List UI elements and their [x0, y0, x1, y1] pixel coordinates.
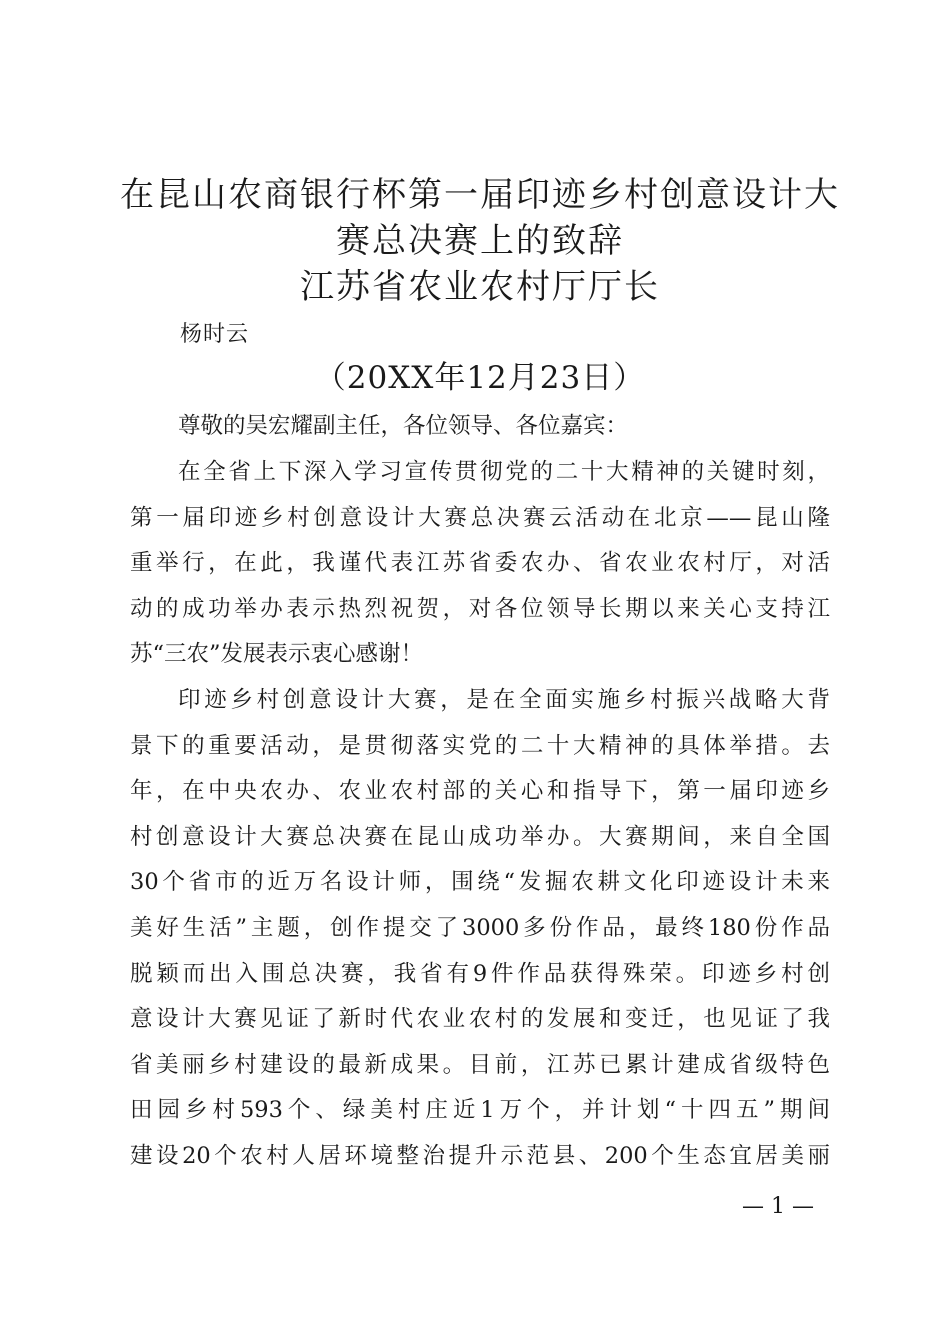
title-line-1: 在昆山农商银行杯第一届印迹乡村创意设计大	[120, 175, 840, 215]
paragraph-1-line: 第一届印迹乡村创意设计大赛总决赛云活动在北京——昆山隆	[130, 504, 830, 531]
page-number: — 1 —	[742, 1194, 814, 1219]
paragraph-1-line: 重举行，在此，我谨代表江苏省委农办、省农业农村厅，对活	[130, 550, 830, 577]
paragraph-2	[130, 678, 830, 1180]
salutation: 尊敬的吴宏耀副主任，各位领导、各位嘉宾：	[178, 413, 629, 439]
paragraph-2-line: 年，在中央农办、农业农村部的关心和指导下，第一届印迹乡	[130, 778, 830, 805]
paragraph-2-line: 印迹乡村创意设计大赛，是在全面实施乡村振兴战略大背	[178, 687, 830, 713]
paragraph-2-line: 景下的重要活动，是贯彻落实党的二十大精神的具体举措。去	[130, 732, 830, 759]
paragraph-2-line: 意设计大赛见证了新时代农业农村的发展和变迁，也见证了我	[130, 1006, 830, 1033]
paragraph-2-line: 美好生活”主题，创作提交了3000多份作品，最终180份作品	[130, 914, 830, 941]
paragraph-2-line: 省美丽乡村建设的最新成果。目前，江苏已累计建成省级特色	[130, 1051, 830, 1078]
title-line-3: 江苏省农业农村厅厅长	[300, 267, 660, 307]
author-name: 杨时云	[180, 322, 250, 347]
title-line-2: 赛总决赛上的致辞	[336, 221, 624, 261]
paragraph-1-line: 苏“三农”发展表示衷心感谢！	[130, 641, 424, 668]
paragraph-1-line: 在全省上下深入学习宣传贯彻党的二十大精神的关键时刻，	[178, 459, 830, 485]
paragraph-1-line: 动的成功举办表示热烈祝贺，对各位领导长期以来关心支持江	[130, 595, 830, 622]
paragraph-1	[130, 450, 830, 678]
paragraph-2-line: 30个省市的近万名设计师，围绕“发掘农耕文化印迹设计未来	[130, 869, 830, 896]
paragraph-2-line: 田园乡村593个、绿美村庄近1万个，并计划“十四五”期间	[130, 1097, 830, 1124]
speech-date: （20XX年12月23日）	[314, 360, 646, 396]
paragraph-2-line: 村创意设计大赛总决赛在昆山成功举办。大赛期间，来自全国	[130, 823, 830, 850]
paragraph-2-line: 建设20个农村人居环境整治提升示范县、200个生态宜居美丽	[130, 1142, 830, 1169]
paragraph-2-line: 脱颖而出入围总决赛，我省有9件作品获得殊荣。印迹乡村创	[130, 960, 830, 987]
